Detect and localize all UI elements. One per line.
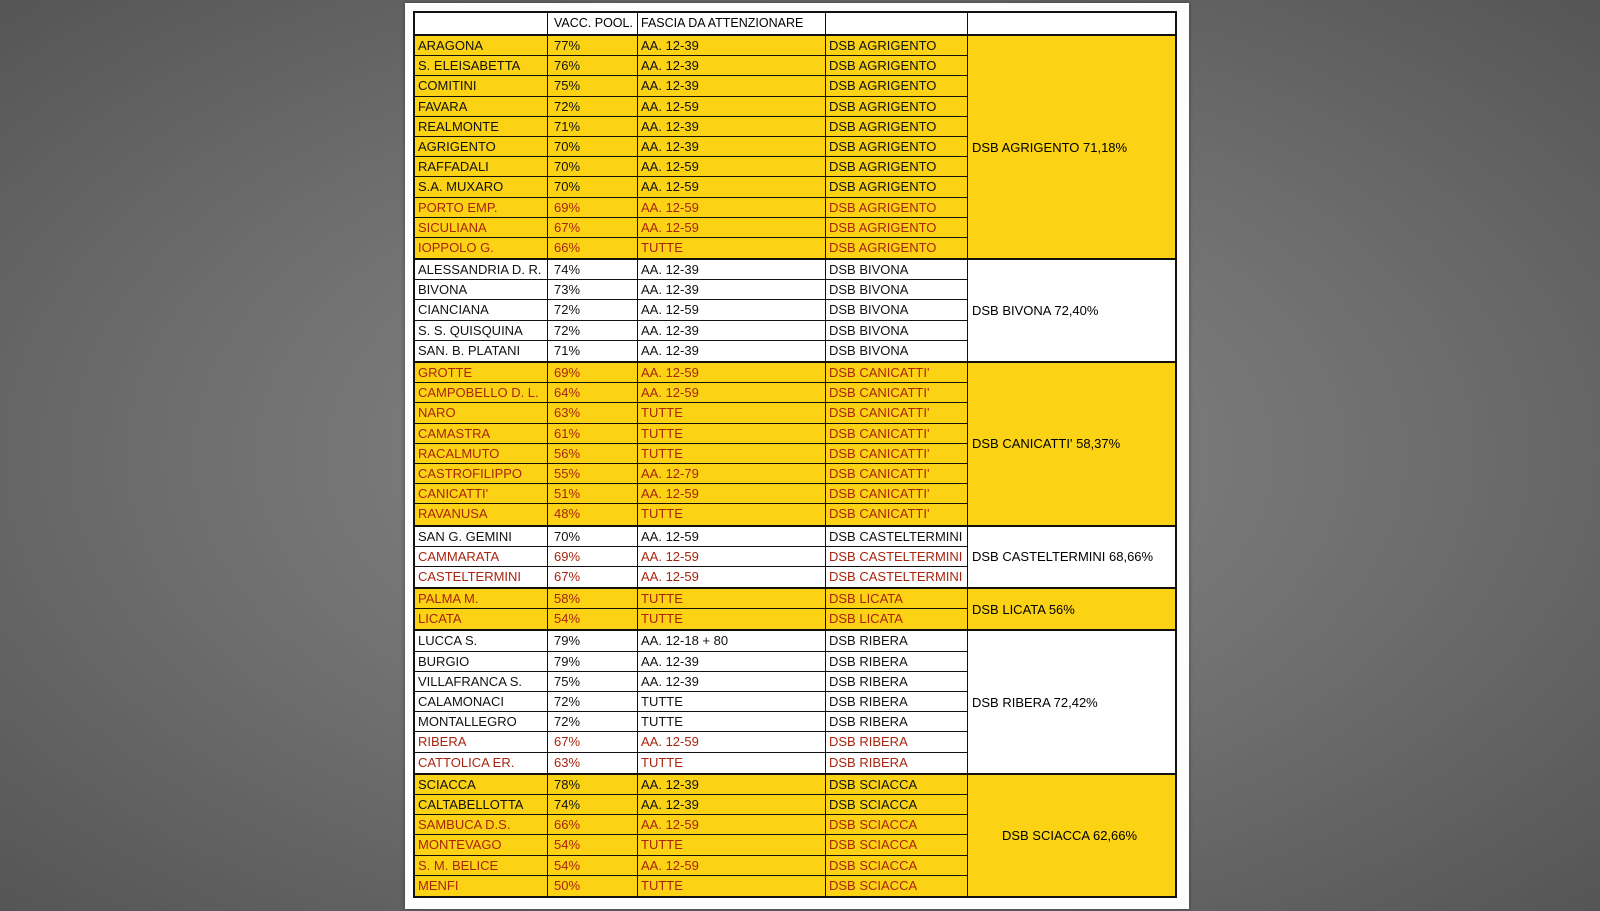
cell-dsb: DSB SCIACCA [826,775,968,795]
cell-vacc-pool: 67% [548,567,638,587]
cell-fascia: TUTTE [638,835,826,855]
cell-dsb: DSB CANICATTI' [826,424,968,444]
group-rows [415,36,968,258]
cell-dsb: DSB CANICATTI' [826,464,968,484]
cell-fascia: AA. 12-39 [638,672,826,692]
cell-comune: MENFI [415,876,548,896]
dsb-summary: DSB CANICATTI' 58,37% [972,436,1121,452]
dsb-summary: DSB AGRIGENTO 71,18% [972,139,1128,155]
cell-dsb: DSB BIVONA [826,321,968,341]
cell-vacc-pool: 72% [548,321,638,341]
table-row [415,589,968,609]
cell-fascia: TUTTE [638,589,826,609]
cell-fascia: AA. 12-39 [638,795,826,815]
cell-vacc-pool: 79% [548,652,638,672]
cell-dsb: DSB RIBERA [826,732,968,752]
cell-fascia: AA. 12-59 [638,567,826,587]
table-row [415,732,968,752]
cell-vacc-pool: 78% [548,775,638,795]
cell-vacc-pool: 70% [548,157,638,177]
cell-comune: ALESSANDRIA D. R. [415,260,548,280]
table-row [415,567,968,587]
table-row [415,753,968,773]
cell-fascia: AA. 12-59 [638,383,826,403]
header-summary [968,13,1171,34]
cell-comune: VILLAFRANCA S. [415,672,548,692]
table-row [415,547,968,567]
cell-vacc-pool: 74% [548,260,638,280]
dsb-group [415,589,1175,631]
cell-comune: S. S. QUISQUINA [415,321,548,341]
cell-vacc-pool: 69% [548,198,638,218]
dsb-summary: DSB SCIACCA 62,66% [1001,827,1138,843]
vaccination-table [413,11,1177,898]
cell-vacc-pool: 66% [548,238,638,258]
cell-comune: RACALMUTO [415,444,548,464]
cell-fascia: AA. 12-59 [638,484,826,504]
cell-comune: IOPPOLO G. [415,238,548,258]
cell-vacc-pool: 72% [548,692,638,712]
cell-dsb: DSB AGRIGENTO [826,157,968,177]
cell-vacc-pool: 69% [548,547,638,567]
table-row [415,198,968,218]
table-row [415,383,968,403]
cell-fascia: TUTTE [638,712,826,732]
cell-dsb: DSB RIBERA [826,712,968,732]
cell-comune: CATTOLICA ER. [415,753,548,773]
table-row [415,504,968,524]
cell-vacc-pool: 66% [548,815,638,835]
cell-dsb: DSB RIBERA [826,692,968,712]
dsb-summary: DSB CASTELTERMINI 68,66% [972,549,1154,565]
cell-vacc-pool: 56% [548,444,638,464]
cell-vacc-pool: 70% [548,137,638,157]
dsb-group [415,775,1175,896]
cell-dsb: DSB RIBERA [826,631,968,651]
cell-fascia: AA. 12-39 [638,652,826,672]
cell-comune: FAVARA [415,97,548,117]
cell-dsb: DSB CANICATTI' [826,383,968,403]
table-row [415,300,968,320]
cell-fascia: AA. 12-18 + 80 [638,631,826,651]
cell-comune: RAVANUSA [415,504,548,524]
cell-vacc-pool: 64% [548,383,638,403]
table-row [415,36,968,56]
table-row [415,363,968,383]
header-fascia: FASCIA DA ATTENZIONARE [638,13,826,34]
header-dsb [826,13,968,34]
table-row [415,260,968,280]
cell-vacc-pool: 54% [548,835,638,855]
cell-dsb: DSB CANICATTI' [826,504,968,524]
cell-fascia: AA. 12-39 [638,137,826,157]
cell-fascia: TUTTE [638,753,826,773]
header-vacc-pool: VACC. POOL. [548,13,638,34]
cell-comune: CALTABELLOTTA [415,795,548,815]
cell-vacc-pool: 72% [548,300,638,320]
cell-vacc-pool: 71% [548,341,638,361]
cell-fascia: AA. 12-59 [638,732,826,752]
cell-comune: S. ELEISABETTA [415,56,548,76]
cell-dsb: DSB AGRIGENTO [826,177,968,197]
cell-fascia: TUTTE [638,444,826,464]
cell-comune: COMITINI [415,76,548,96]
cell-fascia: AA. 12-39 [638,76,826,96]
cell-dsb: DSB SCIACCA [826,856,968,876]
cell-vacc-pool: 71% [548,117,638,137]
cell-dsb: DSB LICATA [826,589,968,609]
cell-fascia: AA. 12-59 [638,547,826,567]
cell-vacc-pool: 72% [548,712,638,732]
cell-fascia: AA. 12-59 [638,815,826,835]
cell-comune: AGRIGENTO [415,137,548,157]
table-row [415,856,968,876]
cell-comune: MONTALLEGRO [415,712,548,732]
cell-comune: PORTO EMP. [415,198,548,218]
table-row [415,527,968,547]
cell-fascia: AA. 12-59 [638,198,826,218]
cell-fascia: AA. 12-39 [638,321,826,341]
cell-fascia: AA. 12-79 [638,464,826,484]
table-row [415,157,968,177]
table-row [415,775,968,795]
dsb-group [415,527,1175,590]
cell-dsb: DSB CANICATTI' [826,444,968,464]
cell-comune: LUCCA S. [415,631,548,651]
cell-dsb: DSB RIBERA [826,753,968,773]
cell-dsb: DSB RIBERA [826,652,968,672]
cell-vacc-pool: 55% [548,464,638,484]
table-row [415,280,968,300]
dsb-summary: DSB RIBERA 72,42% [972,694,1098,710]
group-rows [415,589,968,629]
cell-vacc-pool: 73% [548,280,638,300]
cell-vacc-pool: 50% [548,876,638,896]
cell-vacc-pool: 70% [548,177,638,197]
header-comune [415,13,548,34]
cell-comune: SICULIANA [415,218,548,238]
cell-fascia: AA. 12-59 [638,177,826,197]
cell-fascia: AA. 12-59 [638,157,826,177]
cell-dsb: DSB AGRIGENTO [826,218,968,238]
cell-fascia: AA. 12-59 [638,363,826,383]
dsb-summary: DSB LICATA 56% [972,601,1075,617]
table-row [415,238,968,258]
cell-comune: NARO [415,403,548,423]
cell-fascia: AA. 12-39 [638,36,826,56]
cell-vacc-pool: 75% [548,672,638,692]
cell-comune: SAMBUCA D.S. [415,815,548,835]
cell-dsb: DSB AGRIGENTO [826,117,968,137]
dsb-group [415,260,1175,363]
group-rows [415,527,968,588]
table-row [415,692,968,712]
cell-dsb: DSB AGRIGENTO [826,137,968,157]
table-row [415,484,968,504]
table-row [415,609,968,629]
cell-fascia: AA. 12-59 [638,856,826,876]
cell-comune: CIANCIANA [415,300,548,320]
cell-comune: PALMA M. [415,589,548,609]
table-row [415,218,968,238]
dsb-group [415,363,1175,527]
cell-comune: CASTROFILIPPO [415,464,548,484]
cell-dsb: DSB SCIACCA [826,876,968,896]
cell-dsb: DSB CASTELTERMINI [826,547,968,567]
group-rows [415,775,968,896]
cell-comune: LICATA [415,609,548,629]
cell-vacc-pool: 54% [548,609,638,629]
cell-fascia: TUTTE [638,424,826,444]
cell-comune: S.A. MUXARO [415,177,548,197]
cell-comune: CAMPOBELLO D. L. [415,383,548,403]
cell-fascia: TUTTE [638,504,826,524]
cell-fascia: AA. 12-39 [638,260,826,280]
cell-vacc-pool: 79% [548,631,638,651]
table-row [415,56,968,76]
cell-dsb: DSB AGRIGENTO [826,238,968,258]
cell-comune: CAMMARATA [415,547,548,567]
table-row [415,876,968,896]
cell-fascia: AA. 12-39 [638,117,826,137]
cell-comune: ARAGONA [415,36,548,56]
cell-comune: RIBERA [415,732,548,752]
cell-vacc-pool: 48% [548,504,638,524]
cell-comune: CASTELTERMINI [415,567,548,587]
table-row [415,672,968,692]
table-row [415,464,968,484]
cell-fascia: AA. 12-39 [638,775,826,795]
cell-dsb: DSB SCIACCA [826,815,968,835]
table-row [415,341,968,361]
cell-fascia: TUTTE [638,238,826,258]
cell-fascia: AA. 12-39 [638,341,826,361]
cell-vacc-pool: 77% [548,36,638,56]
table-header [415,13,1175,36]
group-rows [415,260,968,361]
cell-fascia: AA. 12-59 [638,97,826,117]
cell-comune: SCIACCA [415,775,548,795]
cell-dsb: DSB LICATA [826,609,968,629]
cell-fascia: AA. 12-39 [638,280,826,300]
table-row [415,321,968,341]
cell-comune: RAFFADALI [415,157,548,177]
cell-comune: REALMONTE [415,117,548,137]
cell-fascia: AA. 12-59 [638,300,826,320]
cell-vacc-pool: 70% [548,527,638,547]
cell-dsb: DSB CASTELTERMINI [826,567,968,587]
cell-dsb: DSB SCIACCA [826,795,968,815]
table-row [415,795,968,815]
cell-vacc-pool: 67% [548,732,638,752]
cell-dsb: DSB AGRIGENTO [826,56,968,76]
table-row [415,137,968,157]
cell-vacc-pool: 67% [548,218,638,238]
cell-dsb: DSB SCIACCA [826,835,968,855]
dsb-group [415,36,1175,260]
cell-comune: SAN. B. PLATANI [415,341,548,361]
cell-comune: S. M. BELICE [415,856,548,876]
cell-comune: SAN G. GEMINI [415,527,548,547]
table-row [415,76,968,96]
cell-comune: CAMASTRA [415,424,548,444]
cell-dsb: DSB BIVONA [826,260,968,280]
cell-dsb: DSB CASTELTERMINI [826,527,968,547]
cell-vacc-pool: 54% [548,856,638,876]
cell-vacc-pool: 63% [548,403,638,423]
cell-fascia: AA. 12-59 [638,527,826,547]
table-row [415,424,968,444]
cell-vacc-pool: 76% [548,56,638,76]
cell-vacc-pool: 61% [548,424,638,444]
document-sheet [405,3,1189,909]
cell-fascia: TUTTE [638,609,826,629]
cell-dsb: DSB BIVONA [826,300,968,320]
cell-vacc-pool: 75% [548,76,638,96]
cell-dsb: DSB BIVONA [826,280,968,300]
table-row [415,177,968,197]
table-row [415,815,968,835]
table-row [415,403,968,423]
cell-dsb: DSB AGRIGENTO [826,97,968,117]
cell-dsb: DSB AGRIGENTO [826,36,968,56]
cell-comune: CANICATTI' [415,484,548,504]
cell-fascia: AA. 12-39 [638,56,826,76]
cell-comune: GROTTE [415,363,548,383]
cell-dsb: DSB AGRIGENTO [826,198,968,218]
cell-vacc-pool: 69% [548,363,638,383]
cell-dsb: DSB AGRIGENTO [826,76,968,96]
group-rows [415,631,968,772]
cell-dsb: DSB BIVONA [826,341,968,361]
group-rows [415,363,968,525]
cell-vacc-pool: 63% [548,753,638,773]
table-row [415,444,968,464]
table-row [415,835,968,855]
cell-fascia: TUTTE [638,692,826,712]
table-body [415,36,1175,896]
table-row [415,117,968,137]
table-row [415,712,968,732]
cell-vacc-pool: 51% [548,484,638,504]
cell-comune: BIVONA [415,280,548,300]
cell-dsb: DSB CANICATTI' [826,484,968,504]
cell-vacc-pool: 74% [548,795,638,815]
cell-vacc-pool: 58% [548,589,638,609]
cell-fascia: AA. 12-59 [638,218,826,238]
cell-comune: BURGIO [415,652,548,672]
cell-fascia: TUTTE [638,876,826,896]
cell-dsb: DSB CANICATTI' [826,403,968,423]
cell-dsb: DSB RIBERA [826,672,968,692]
cell-comune: MONTEVAGO [415,835,548,855]
cell-vacc-pool: 72% [548,97,638,117]
dsb-group [415,631,1175,774]
cell-comune: CALAMONACI [415,692,548,712]
table-row [415,97,968,117]
cell-dsb: DSB CANICATTI' [826,363,968,383]
table-row [415,631,968,651]
table-row [415,652,968,672]
cell-fascia: TUTTE [638,403,826,423]
dsb-summary: DSB BIVONA 72,40% [972,303,1099,319]
